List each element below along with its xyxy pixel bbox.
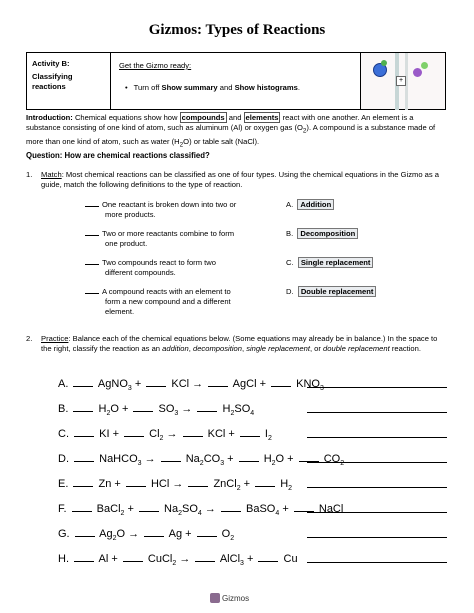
- option-letter: C.: [286, 258, 294, 267]
- equation-letter: C.: [58, 428, 69, 440]
- classification-answer-line[interactable]: [307, 462, 447, 463]
- equation-letter: G.: [58, 528, 70, 540]
- gizmos-logo-icon: [210, 593, 220, 603]
- activity-name: Classifying reactions: [32, 72, 73, 91]
- gizmo-thumbnail: [360, 53, 445, 109]
- atom-icon: [413, 68, 422, 77]
- equation-letter: D.: [58, 453, 69, 465]
- coefficient-blank[interactable]: [299, 451, 319, 462]
- keyword-elements: elements: [245, 113, 279, 122]
- classification-answer-line[interactable]: [307, 512, 447, 513]
- coefficient-blank[interactable]: [72, 501, 92, 512]
- chemical-equation: A. AgNO$_3$ + KCl → AgCl + $KNO_3$: [58, 378, 324, 393]
- practice-text: ,: [241, 344, 247, 353]
- coefficient-blank[interactable]: [195, 551, 215, 562]
- intro-lead: Introduction:: [26, 113, 73, 122]
- atom-icon: [421, 62, 428, 69]
- definition-item: [85, 229, 265, 249]
- coefficient-blank[interactable]: [294, 501, 314, 512]
- coefficient-blank[interactable]: [183, 426, 203, 437]
- classification-answer-line[interactable]: [307, 562, 447, 563]
- page-title: Gizmos: Types of Reactions: [148, 22, 326, 38]
- option-letter: B.: [286, 229, 294, 238]
- coefficient-blank[interactable]: [188, 476, 208, 487]
- classification-answer-line[interactable]: [307, 537, 447, 538]
- definition-text: Two compounds react to form two: [102, 258, 216, 267]
- practice-instructions: [26, 334, 450, 354]
- definition-item: [85, 200, 265, 220]
- ready-label: Get the Gizmo ready:: [119, 61, 192, 70]
- instruction-bullet: [125, 83, 300, 92]
- footer: [210, 593, 249, 603]
- definition-text: form a new compound and a different: [105, 297, 231, 306]
- answer-option-decomposition: [286, 229, 358, 238]
- answer-option-single-replacement: [286, 258, 373, 267]
- activity-instructions: [111, 53, 360, 109]
- coefficient-blank[interactable]: [139, 501, 159, 512]
- chemical-equation: G. $Ag_2O \to Ag + O_2$: [58, 528, 235, 543]
- answer-blank[interactable]: [85, 235, 99, 236]
- definition-text: A compound reacts with an element to: [102, 287, 231, 296]
- coefficient-blank[interactable]: [73, 376, 93, 387]
- activity-header: [27, 53, 111, 109]
- coefficient-blank[interactable]: [197, 401, 217, 412]
- coefficient-blank[interactable]: [74, 551, 94, 562]
- coefficient-blank[interactable]: [73, 476, 93, 487]
- coefficient-blank[interactable]: [75, 526, 95, 537]
- equation-letter: A.: [58, 378, 69, 390]
- definition-item: [85, 258, 265, 278]
- instruction-suffix: .: [297, 83, 300, 92]
- definition-text: one product.: [105, 239, 148, 248]
- classification-answer-line[interactable]: [307, 487, 447, 488]
- coefficient-blank[interactable]: [239, 451, 259, 462]
- coefficient-blank[interactable]: [74, 451, 94, 462]
- chemical-equation: E. Zn + HCl → ZnCl$_2$ + $H_2$: [58, 478, 293, 493]
- coefficient-blank[interactable]: [133, 401, 153, 412]
- practice-term: double replacement: [323, 344, 390, 353]
- instruction-prefix: Turn off: [133, 83, 162, 92]
- keyword-compounds: compounds: [181, 113, 225, 122]
- option-name: Double replacement: [298, 286, 377, 297]
- coefficient-blank[interactable]: [73, 401, 93, 412]
- coefficient-blank[interactable]: [255, 476, 275, 487]
- coefficient-blank[interactable]: [221, 501, 241, 512]
- option-name: Addition: [297, 199, 334, 210]
- practice-term: decomposition: [192, 344, 242, 353]
- answer-blank[interactable]: [85, 264, 99, 265]
- item-number: 1.: [26, 170, 33, 179]
- option-name: Single replacement: [298, 257, 374, 268]
- option-name: Decomposition: [297, 228, 358, 239]
- option-letter: A.: [286, 200, 294, 209]
- definition-text: element.: [105, 307, 135, 316]
- activity-label: Activity B:: [32, 59, 70, 68]
- introduction-paragraph: [26, 113, 450, 150]
- chemical-equation: H. Al + CuCl$_2$ → AlCl$_3$ + Cu: [58, 553, 298, 568]
- bullet-dot-icon: •: [125, 83, 128, 92]
- equation-letter: F.: [58, 503, 67, 515]
- instruction-mid: and: [217, 83, 235, 92]
- activity-box: [26, 52, 446, 110]
- intro-subscript: 2: [302, 127, 307, 135]
- answer-option-double-replacement: [286, 287, 376, 296]
- footer-brand: Gizmos: [222, 593, 250, 603]
- intro-text: and: [226, 113, 244, 122]
- practice-text: reaction.: [389, 344, 421, 353]
- coefficient-blank[interactable]: [271, 376, 291, 387]
- coefficient-blank[interactable]: [124, 426, 144, 437]
- plus-icon: +: [396, 76, 406, 86]
- item-number: 2.: [26, 334, 33, 343]
- chemical-equation: F. BaCl$_2$ + $Na_2SO_4$ → BaSO$_4$ + NaCl: [58, 503, 344, 518]
- coefficient-blank[interactable]: [240, 426, 260, 437]
- classification-answer-line[interactable]: [307, 437, 447, 438]
- match-text: : Most chemical reactions can be classified as one of four types. Using the chemical equations in the Gizmo as a guide, match the following definitions to the type of reaction.: [41, 170, 440, 189]
- coefficient-blank[interactable]: [197, 526, 217, 537]
- intro-text: Chemical equations show how: [72, 113, 180, 122]
- equation-letter: H.: [58, 553, 69, 565]
- intro-subscript: 2: [179, 141, 184, 149]
- show-summary-label: Show summary: [161, 83, 218, 92]
- match-instructions: [26, 170, 450, 190]
- definition-item: [85, 287, 265, 317]
- coefficient-blank[interactable]: [74, 426, 94, 437]
- definition-text: different compounds.: [105, 268, 176, 277]
- chemical-equation: C. KI + $Cl_2$ → KCl + $I_2$: [58, 428, 272, 443]
- classification-answer-line[interactable]: [307, 387, 447, 388]
- intro-text: react with one another. An element is a substance consisting of one kind of atom, such as aluminum (Al) or oxygen gas (O: [26, 113, 414, 132]
- answer-option-addition: [286, 200, 334, 209]
- show-histograms-label: Show histograms: [234, 83, 298, 92]
- answer-blank[interactable]: [85, 293, 99, 294]
- definition-text: Two or more reactants combine to form: [102, 229, 235, 238]
- definition-text: One reactant is broken down into two or: [102, 200, 237, 209]
- equation-letter: B.: [58, 403, 69, 415]
- practice-term: single replacement: [246, 344, 310, 353]
- chemical-equation: D. NaHCO$_3$ → $Na_2CO_3 + H_2O + CO_2$: [58, 453, 345, 468]
- practice-text: : Balance each of the chemical equations below. (Some equations may already be in balance.) In the space to the right, classify the reaction as an: [41, 334, 438, 353]
- coefficient-blank[interactable]: [146, 376, 166, 387]
- practice-term: addition: [162, 344, 189, 353]
- definition-text: more products.: [105, 210, 156, 219]
- coefficient-blank[interactable]: [258, 551, 278, 562]
- coefficient-blank[interactable]: [126, 476, 146, 487]
- coefficient-blank[interactable]: [123, 551, 143, 562]
- intro-text: O) or table salt (NaCl).: [183, 136, 260, 146]
- equation-letter: E.: [58, 478, 69, 490]
- match-label: Match: [41, 170, 62, 179]
- practice-label: Practice: [41, 334, 69, 343]
- practice-text: ,: [188, 344, 193, 353]
- intro-text: ). A compound is a substance made of more than one kind of atom, such as water (H: [26, 123, 436, 146]
- chemical-equation: B. $H_2O + SO_3 \to H_2SO_4$: [58, 403, 255, 418]
- question-heading: Question: How are chemical reactions classified?: [26, 151, 210, 160]
- practice-text: , or: [309, 344, 324, 353]
- option-letter: D.: [286, 287, 294, 296]
- coefficient-blank[interactable]: [161, 451, 181, 462]
- atom-icon: [381, 60, 387, 66]
- coefficient-blank[interactable]: [208, 376, 228, 387]
- coefficient-blank[interactable]: [144, 526, 164, 537]
- classification-answer-line[interactable]: [307, 412, 447, 413]
- answer-blank[interactable]: [85, 206, 99, 207]
